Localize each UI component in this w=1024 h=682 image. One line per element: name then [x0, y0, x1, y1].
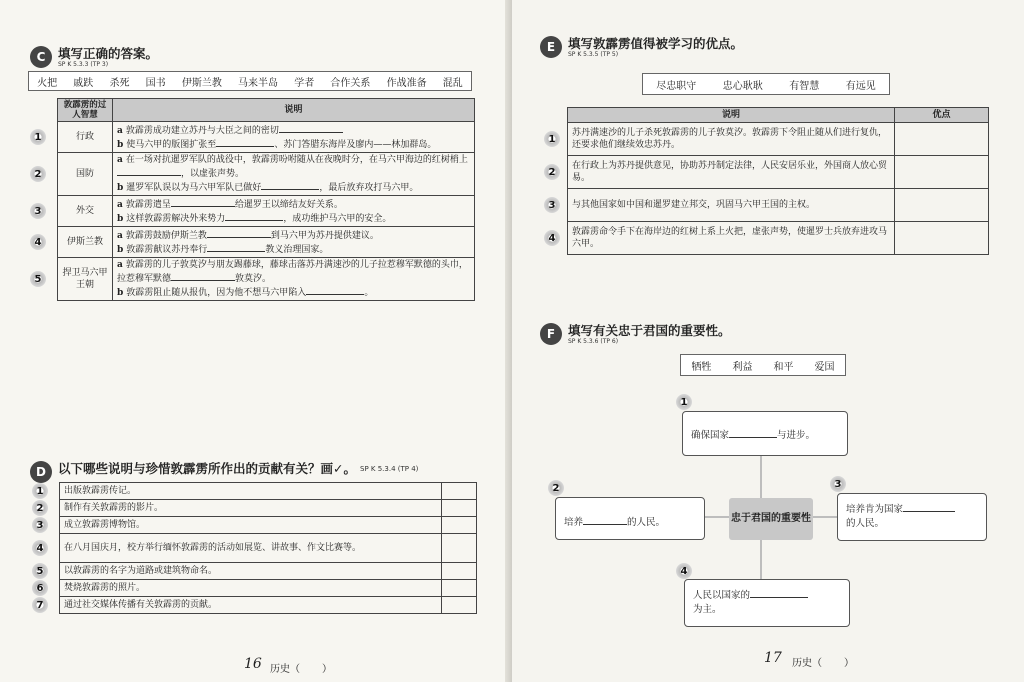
marker-flower: 4 — [676, 563, 692, 579]
statement-text: 教义治理国家。 — [265, 245, 329, 255]
topic-cell — [58, 258, 113, 301]
table-row — [58, 196, 475, 227]
option-b — [117, 137, 470, 151]
tick-box[interactable] — [442, 500, 477, 517]
option-b — [117, 242, 470, 256]
box-text-pre: 培养肯为国家 — [846, 504, 904, 515]
section-title: 以下哪些说明与珍惜敦霹雳所作出的贡献有关？画 — [58, 461, 334, 476]
statement-text: 敦霹雳的儿子敦莫汐与朋友踢藤球，藤球击落苏丹满速沙的儿子拉惹穆军默德的头巾，拉惹穆军默德 — [117, 260, 468, 284]
table-row — [58, 258, 475, 301]
marker-flower: 1 — [32, 483, 48, 499]
merit-answer-cell[interactable] — [895, 123, 989, 156]
answer-blank[interactable] — [306, 285, 364, 295]
word-bank-item: 戚趺 — [73, 77, 94, 89]
word-bank-item: 作战准备 — [386, 77, 427, 89]
box-text-pre: 人民以国家的 — [693, 590, 751, 601]
table-row — [58, 227, 475, 258]
statement-cell — [60, 500, 442, 517]
tick-box[interactable] — [442, 483, 477, 500]
statement-text: 出版敦霹雳传记。 — [64, 486, 137, 496]
table-row — [60, 534, 477, 563]
page-label — [792, 654, 854, 669]
table-row — [568, 189, 989, 222]
page-number: 17 — [764, 650, 782, 666]
topic-label: 伊斯兰教 — [66, 237, 103, 247]
answer-blank[interactable] — [729, 428, 777, 438]
table-header-merit: 优点 — [895, 108, 989, 123]
section-title: 填写有关忠于君国的重要性。 — [568, 323, 731, 338]
merit-answer-cell[interactable] — [895, 222, 989, 255]
marker-flower: 3 — [32, 517, 48, 533]
option-a — [117, 123, 470, 137]
marker-flower: 4 — [544, 230, 560, 246]
statement-text: 以敦霹雳的名字为道路或建筑物命名。 — [64, 566, 218, 576]
word-bank-item: 和平 — [773, 361, 794, 373]
word-bank-item: 马来半岛 — [238, 77, 279, 89]
statement-cell — [60, 597, 442, 614]
marker-flower: 4 — [32, 540, 48, 556]
word-bank-item: 有远见 — [845, 80, 876, 92]
statement-text: 敦霹雳鼓励伊斯兰教 — [125, 231, 207, 241]
word-bank-item: 杀死 — [109, 77, 130, 89]
marker-flower: 1 — [544, 131, 560, 147]
statement-text: 这样敦霹雳解决外来势力 — [126, 214, 226, 224]
marker-flower: 2 — [30, 166, 46, 182]
option-a — [117, 228, 470, 242]
tick-box[interactable] — [442, 597, 477, 614]
word-bank-item: 忠心耿耿 — [722, 80, 763, 92]
statement-text: 使马六甲的版图扩张至 — [126, 140, 217, 150]
word-bank-item: 有智慧 — [789, 80, 820, 92]
section-e-header — [540, 36, 743, 59]
marker-flower: 3 — [544, 197, 560, 213]
answer-blank[interactable] — [261, 180, 319, 190]
desc-cell — [113, 122, 475, 153]
marker-flower: 4 — [30, 234, 46, 250]
table-row — [60, 597, 477, 614]
tick-mark: ✓。 — [333, 461, 356, 476]
section-f-header — [540, 323, 731, 346]
merit-answer-cell[interactable] — [895, 189, 989, 222]
marker-flower: 2 — [544, 164, 560, 180]
statement-text: 给暹罗王以缔结友好关系。 — [234, 200, 343, 210]
marker-flower: 3 — [30, 203, 46, 219]
statement-text: 敦霹雳成功建立苏丹与大臣之间的密切 — [125, 126, 279, 136]
standard-code: SP K 5.3.3 (TP 3) — [58, 61, 109, 68]
mind-map-box-3 — [837, 493, 987, 541]
table-header-topic: 敦霹雳的过人智慧 — [58, 99, 113, 122]
statement-text: 制作有关敦霹雳的影片。 — [64, 503, 164, 513]
page-label-text: 历史（ — [270, 664, 300, 675]
statement-text: 敦霹雳阻止随从报仇，因为他不想马六甲陷入 — [126, 288, 307, 298]
table-row — [60, 563, 477, 580]
description-cell — [568, 123, 895, 156]
section-badge: D — [30, 461, 52, 483]
table-row — [60, 500, 477, 517]
table-header-desc: 说明 — [568, 108, 895, 123]
marker-flower: 5 — [30, 271, 46, 287]
desc-cell — [113, 153, 475, 196]
option-letter: a — [117, 231, 123, 241]
word-bank-item: 火把 — [37, 77, 58, 89]
statement-text: 焚烧敦霹雳的照片。 — [64, 583, 146, 593]
page-number: 16 — [244, 656, 262, 672]
page-label-end: ） — [844, 658, 854, 669]
desc-cell — [113, 196, 475, 227]
tick-box[interactable] — [442, 517, 477, 534]
statement-text: 敦莫汐。 — [235, 274, 272, 284]
standard-code: SP K 5.3.5 (TP 5) — [568, 51, 619, 58]
answer-blank[interactable] — [750, 588, 808, 598]
tick-box[interactable] — [442, 580, 477, 597]
marker-flower: 6 — [32, 580, 48, 596]
mind-map-center: 忠于君国的重要性 — [729, 498, 813, 540]
topic-cell — [58, 153, 113, 196]
right-page — [512, 0, 1024, 682]
option-letter: a — [117, 155, 123, 165]
description-cell — [568, 189, 895, 222]
marker-flower: 2 — [32, 500, 48, 516]
table-row — [568, 123, 989, 156]
statement-text: 与其他国家如中国和暹罗建立邦交，巩固马六甲王国的主权。 — [572, 200, 816, 210]
option-letter: b — [117, 245, 124, 255]
mind-map-box-4 — [684, 579, 850, 627]
answer-blank[interactable] — [216, 137, 274, 147]
option-letter: a — [117, 200, 123, 210]
answer-blank[interactable] — [117, 166, 181, 176]
table-row — [568, 156, 989, 189]
word-bank — [642, 73, 890, 95]
topic-label: 捍卫马六甲王朝 — [62, 268, 108, 290]
answer-blank[interactable] — [207, 242, 265, 252]
table-row — [568, 222, 989, 255]
statement-text: 敦霹雳献议苏丹奉行 — [126, 245, 208, 255]
word-bank-item: 合作关系 — [330, 77, 371, 89]
option-letter: b — [117, 183, 124, 193]
section-e-table — [567, 107, 989, 255]
option-letter: a — [117, 260, 123, 270]
topic-cell — [58, 122, 113, 153]
marker-flower: 2 — [548, 480, 564, 496]
statement-text: 在行政上为苏丹提供意见，协助苏丹制定法律，人民安居乐业，外国商人放心贸易。 — [572, 161, 888, 183]
statement-text: ，以虚张声势。 — [181, 169, 245, 179]
marker-flower: 1 — [30, 129, 46, 145]
answer-blank[interactable] — [207, 228, 271, 238]
word-bank — [680, 354, 846, 376]
statement-cell — [60, 517, 442, 534]
tick-box[interactable] — [442, 563, 477, 580]
statement-text: ，成功维护马六甲的安全。 — [283, 214, 392, 224]
page-label-end: ） — [322, 664, 332, 675]
option-b — [117, 285, 470, 299]
topic-cell — [58, 196, 113, 227]
word-bank-item: 利益 — [732, 361, 753, 373]
marker-flower: 1 — [676, 394, 692, 410]
box-text-post: 为主。 — [693, 604, 722, 615]
word-bank-item: 学者 — [294, 77, 315, 89]
marker-flower: 3 — [830, 476, 846, 492]
table-row — [60, 483, 477, 500]
option-b — [117, 211, 470, 225]
option-letter: a — [117, 126, 123, 136]
mind-map-box-2 — [555, 497, 705, 540]
statement-text: 暹罗军队误以为马六甲军队已做好 — [126, 183, 262, 193]
answer-blank[interactable] — [903, 502, 955, 512]
statement-cell — [60, 563, 442, 580]
page-label — [270, 660, 332, 675]
statement-text: 。 — [364, 288, 374, 298]
statement-text: 到马六甲为苏丹提供建议。 — [270, 231, 379, 241]
topic-label: 行政 — [75, 132, 94, 142]
option-letter: b — [117, 288, 124, 298]
section-d-table — [59, 482, 477, 614]
topic-cell — [58, 227, 113, 258]
desc-cell — [113, 258, 475, 301]
word-bank-item: 尽忠职守 — [656, 80, 697, 92]
section-badge: F — [540, 323, 562, 345]
answer-blank[interactable] — [279, 123, 343, 133]
section-title: 填写敦霹雳值得被学习的优点。 — [568, 36, 744, 51]
topic-label: 外交 — [75, 206, 94, 216]
statement-cell — [60, 483, 442, 500]
option-letter: b — [117, 214, 124, 224]
statement-text: 敦霹雳命令手下在海岸边的红树上系上火把，虚张声势，使暹罗士兵放弃进攻马六甲。 — [572, 227, 888, 249]
word-bank-item: 国书 — [145, 77, 166, 89]
statement-cell — [60, 580, 442, 597]
box-text-pre: 确保国家 — [691, 430, 730, 441]
answer-blank[interactable] — [171, 197, 235, 207]
statement-text: 通过社交媒体传播有关敦霹雳的贡献。 — [64, 600, 218, 610]
statement-text: 苏丹满速沙的儿子杀死敦霹雳的儿子敦莫汐。敦霹雳下令阻止随从们进行复仇，还要求他们继续效忠苏丹。 — [572, 128, 888, 150]
box-text-post: 的人民。 — [627, 517, 666, 528]
option-a — [117, 197, 470, 211]
box-text-pre: 培养 — [564, 517, 584, 528]
option-b — [117, 180, 470, 194]
option-letter: b — [117, 140, 124, 150]
table-row — [58, 153, 475, 196]
section-title: 填写正确的答案。 — [58, 46, 159, 61]
table-header-desc: 说明 — [113, 99, 475, 122]
statement-text: 在一场对抗暹罗军队的战役中，敦霹雳吩咐随从在夜晚时分，在马六甲海边的红树梢上 — [125, 155, 468, 165]
page-label-text: 历史（ — [792, 658, 822, 669]
box-text-post: 的人民。 — [846, 518, 885, 529]
option-a — [117, 259, 470, 285]
statement-text: 、苏门答腊东海岸及廖内——林加群岛。 — [274, 140, 437, 150]
section-badge: C — [30, 46, 52, 68]
answer-blank[interactable] — [225, 211, 283, 221]
table-row — [60, 517, 477, 534]
statement-text: 成立敦霹雳博物馆。 — [64, 520, 146, 530]
statement-text: 在八月国庆月，校方举行缅怀敦霹雳的活动如展览、讲故事、作文比赛等。 — [64, 543, 362, 553]
section-c-header — [30, 46, 158, 69]
section-d-header — [30, 461, 418, 483]
word-bank-item: 爱国 — [814, 361, 835, 373]
word-bank-item: 牺牲 — [691, 361, 712, 373]
section-c-table — [57, 98, 475, 301]
answer-blank[interactable] — [171, 271, 235, 281]
topic-label: 国防 — [75, 169, 94, 179]
mind-map-box-1 — [682, 411, 848, 456]
table-row — [60, 580, 477, 597]
marker-flower: 5 — [32, 563, 48, 579]
standard-code: SP K 5.3.6 (TP 6) — [568, 338, 619, 345]
marker-flower: 7 — [32, 597, 48, 613]
desc-cell — [113, 227, 475, 258]
word-bank-item: 混乱 — [442, 77, 463, 89]
answer-blank[interactable] — [583, 515, 627, 525]
word-bank-item: 伊斯兰教 — [181, 77, 222, 89]
word-bank — [28, 71, 472, 91]
section-badge: E — [540, 36, 562, 58]
standard-code: SP K 5.3.4 (TP 4) — [360, 464, 419, 473]
merit-answer-cell[interactable] — [895, 156, 989, 189]
tick-box[interactable] — [442, 534, 477, 563]
description-cell — [568, 222, 895, 255]
statement-text: 敦霹雳遣呈 — [125, 200, 171, 210]
statement-text: ，最后放弃攻打马六甲。 — [319, 183, 419, 193]
description-cell — [568, 156, 895, 189]
statement-cell — [60, 534, 442, 563]
option-a — [117, 154, 470, 180]
box-text-post: 与进步。 — [777, 430, 816, 441]
table-row — [58, 122, 475, 153]
